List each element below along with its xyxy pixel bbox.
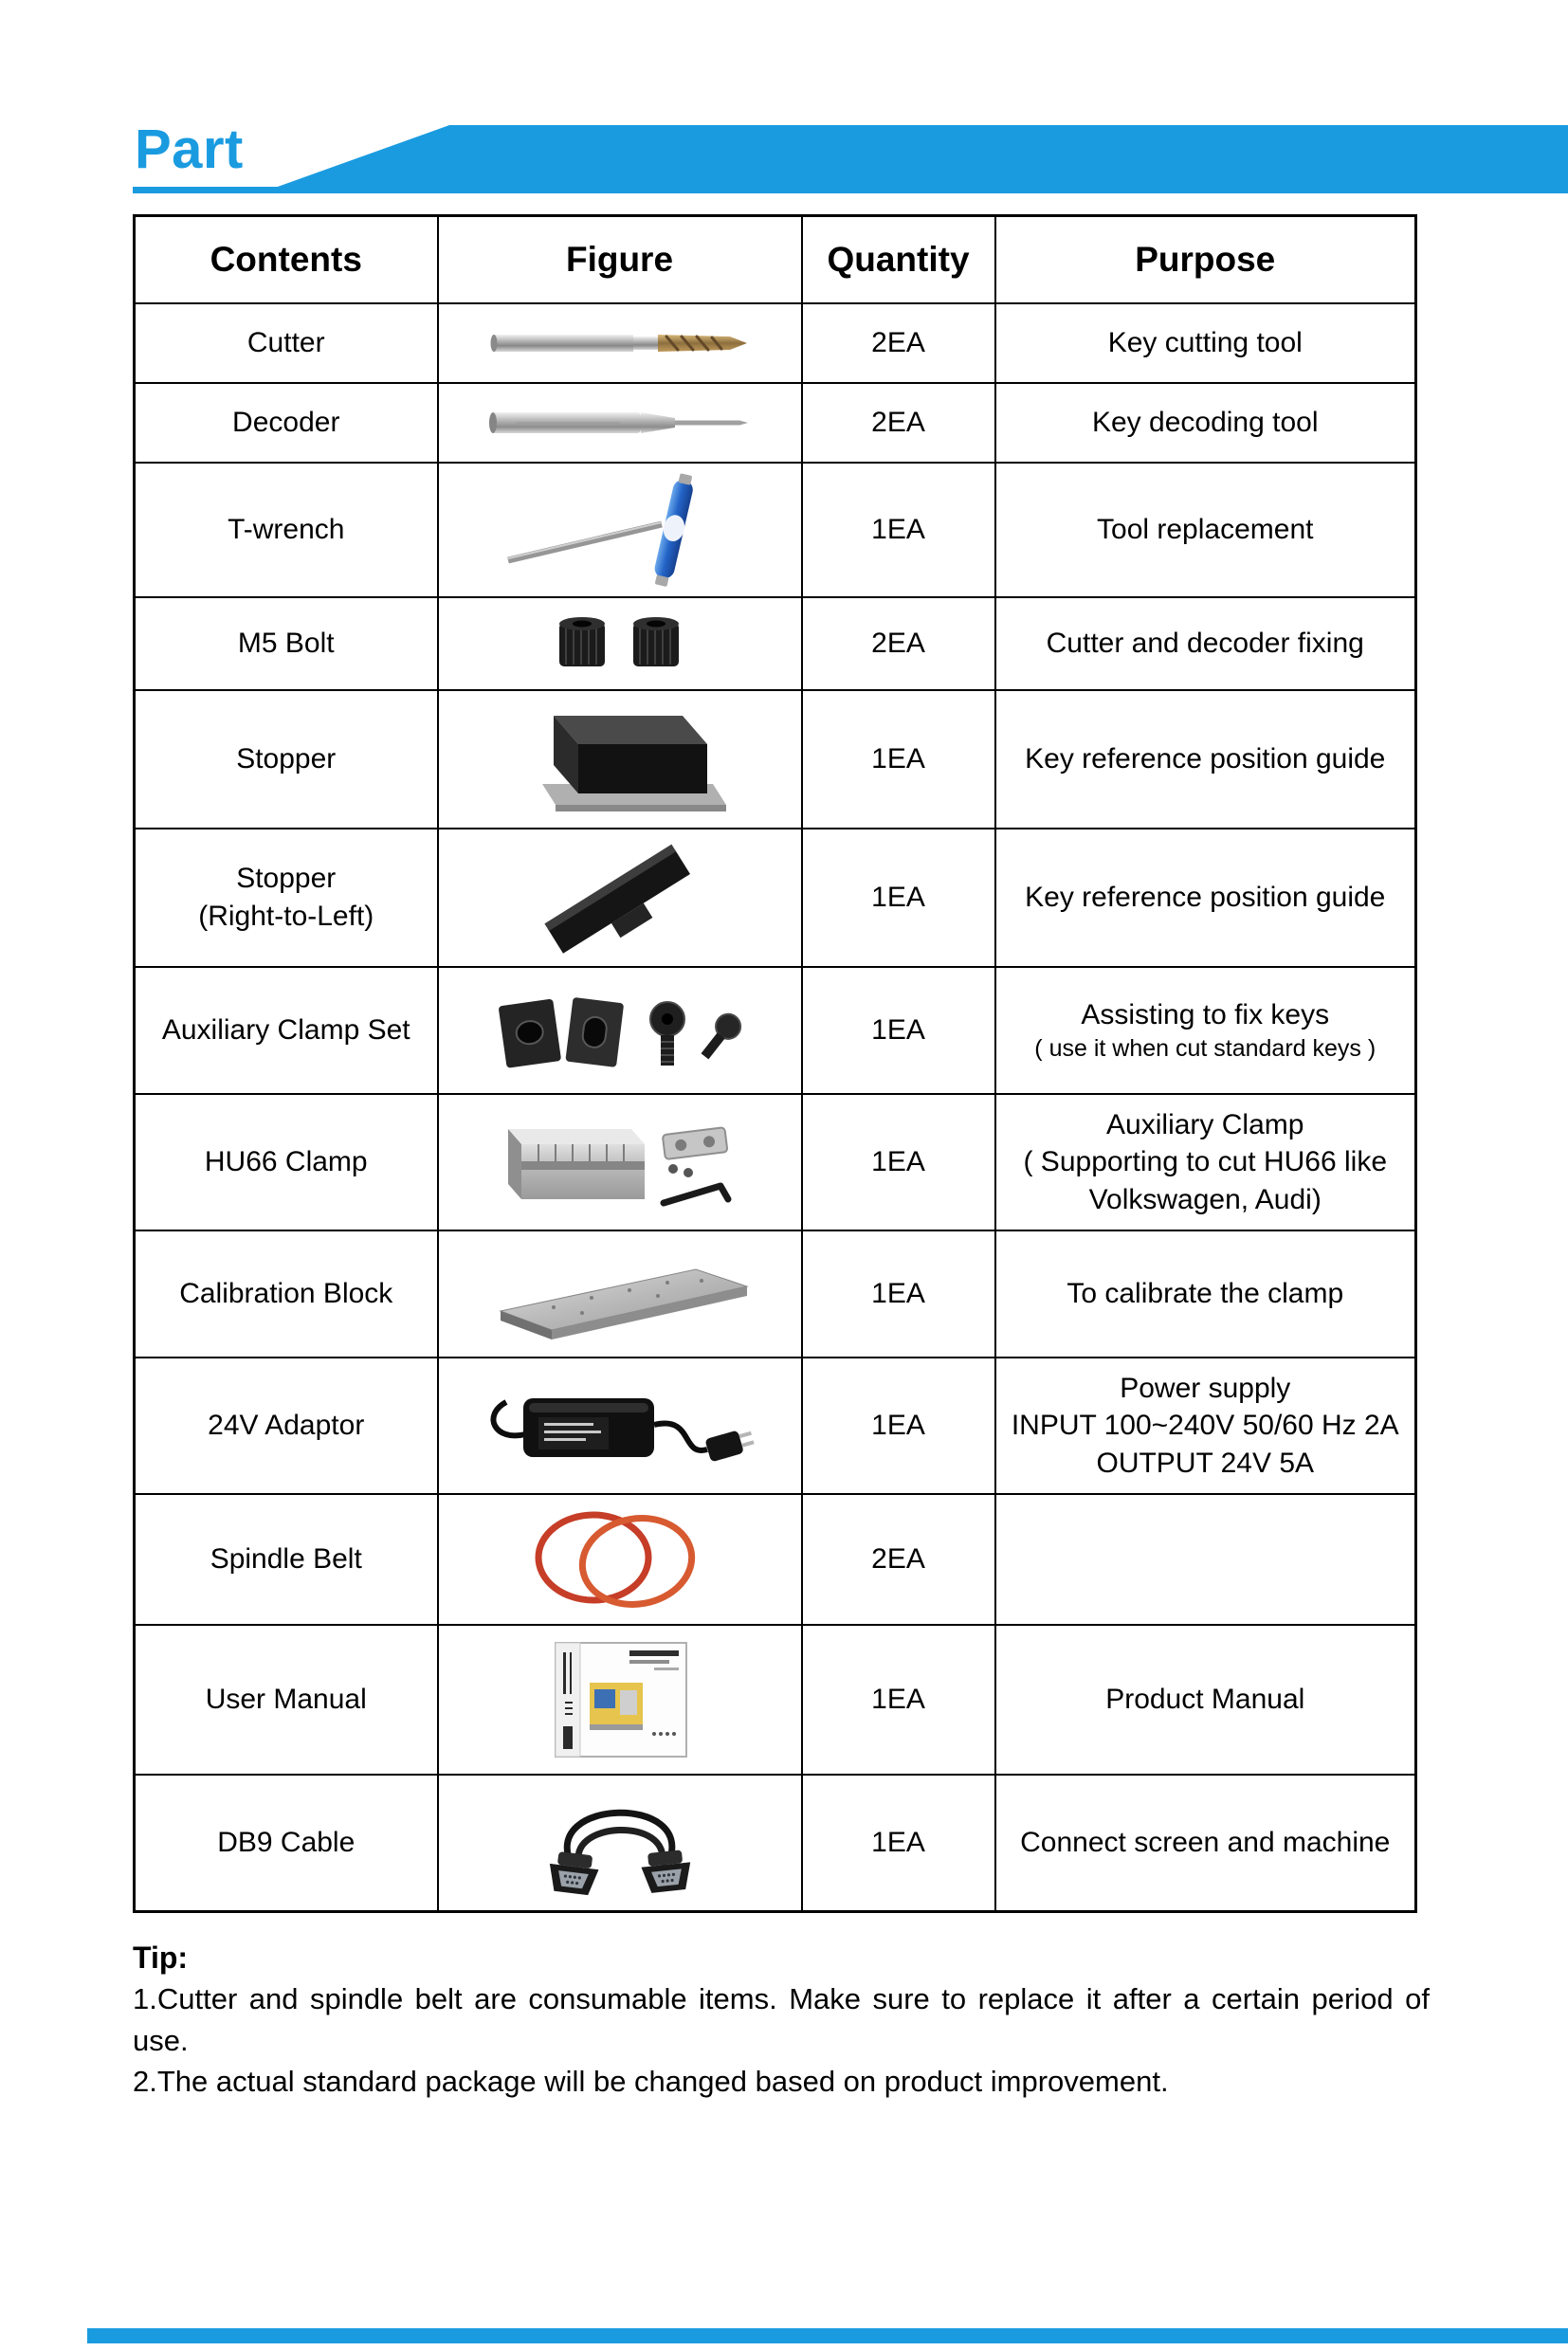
- quantity-text: 2EA: [871, 407, 925, 438]
- quantity-cell: [802, 1230, 995, 1358]
- tip-text: 1.Cutter and spindle belt are consumable items. Make sure to replace it after a certain period of use.: [133, 1982, 1430, 2057]
- contents-cell: [135, 690, 438, 829]
- tip-section: [133, 1938, 1430, 2102]
- quantity-cell: [802, 1494, 995, 1625]
- quantity-text: 2EA: [871, 1543, 925, 1575]
- purpose-cell: [995, 829, 1416, 967]
- page-content: [133, 214, 1430, 2102]
- quantity-cell: [802, 829, 995, 967]
- purpose-cell: [995, 463, 1416, 597]
- quantity-cell: [802, 1625, 995, 1775]
- table-row: [135, 303, 1416, 383]
- contents-cell: [135, 1230, 438, 1358]
- t-wrench-photo: [450, 473, 790, 587]
- table-row: [135, 597, 1416, 690]
- tip-title: Tip:: [133, 1941, 189, 1975]
- table-row: [135, 463, 1416, 597]
- purpose-text: Key reference position guide: [1025, 743, 1386, 775]
- quantity-cell: [802, 463, 995, 597]
- purpose-text: ( Supporting to cut HU66 like: [1023, 1146, 1388, 1178]
- purpose-cell: [995, 303, 1416, 383]
- quantity-cell: [802, 383, 995, 463]
- purpose-text: ( use it when cut standard keys ): [1034, 1035, 1377, 1063]
- header-swoosh: [275, 125, 1568, 188]
- col-header-quantity: Quantity: [802, 216, 995, 304]
- contents-text: M5 Bolt: [237, 627, 335, 659]
- purpose-text: Key cutting tool: [1107, 327, 1303, 359]
- purpose-text: Tool replacement: [1097, 514, 1314, 546]
- figure-cell: [438, 463, 802, 597]
- quantity-cell: [802, 1094, 995, 1230]
- purpose-text: INPUT 100~240V 50/60 Hz 2A: [1011, 1410, 1399, 1442]
- page-header: [133, 112, 1568, 193]
- purpose-text: Assisting to fix keys: [1081, 998, 1330, 1030]
- table-row: [135, 690, 1416, 829]
- col-header-purpose: Purpose: [995, 216, 1416, 304]
- figure-cell: [438, 597, 802, 690]
- contents-cell: [135, 1094, 438, 1230]
- figure-cell: [438, 1625, 802, 1775]
- figure-cell: [438, 1494, 802, 1625]
- quantity-text: 1EA: [871, 1410, 925, 1441]
- contents-cell: [135, 829, 438, 967]
- purpose-cell: [995, 690, 1416, 829]
- contents-text: Auxiliary Clamp Set: [161, 1013, 410, 1046]
- quantity-text: 1EA: [871, 1278, 925, 1309]
- purpose-text: Auxiliary Clamp: [1106, 1108, 1304, 1140]
- contents-text: Cutter: [246, 326, 325, 358]
- purpose-text: Volkswagen, Audi): [1088, 1183, 1322, 1215]
- aux-clamp-set-photo: [450, 977, 790, 1084]
- quantity-text: 1EA: [871, 1014, 925, 1046]
- table-row: [135, 1094, 1416, 1230]
- table-row: [135, 967, 1416, 1094]
- m5-bolt-photo: [450, 608, 790, 680]
- contents-cell: [135, 1358, 438, 1494]
- quantity-cell: [802, 967, 995, 1094]
- table-row: [135, 1230, 1416, 1358]
- figure-cell: [438, 1775, 802, 1912]
- contents-cell: [135, 303, 438, 383]
- header-underline: [133, 187, 1568, 193]
- purpose-cell: [995, 1358, 1416, 1494]
- purpose-cell: [995, 1230, 1416, 1358]
- parts-table: [133, 214, 1417, 1913]
- quantity-cell: [802, 303, 995, 383]
- contents-text: User Manual: [205, 1683, 367, 1715]
- cutter-photo: [450, 314, 790, 373]
- figure-cell: [438, 303, 802, 383]
- stopper-photo: [450, 701, 790, 818]
- figure-cell: [438, 829, 802, 967]
- contents-text: Spindle Belt: [210, 1542, 362, 1575]
- stopper-rtl-photo: [450, 839, 790, 957]
- quantity-text: 1EA: [871, 1684, 925, 1715]
- table-row: [135, 829, 1416, 967]
- tip-lines: [133, 1978, 1430, 2102]
- quantity-cell: [802, 1358, 995, 1494]
- table-row: [135, 383, 1416, 463]
- purpose-cell: [995, 1494, 1416, 1625]
- contents-text: Decoder: [232, 406, 340, 438]
- contents-text: Stopper: [236, 742, 337, 775]
- quantity-text: 2EA: [871, 628, 925, 659]
- figure-cell: [438, 383, 802, 463]
- table-row: [135, 1775, 1416, 1912]
- quantity-text: 1EA: [871, 1827, 925, 1858]
- contents-cell: [135, 1625, 438, 1775]
- figure-cell: [438, 1094, 802, 1230]
- quantity-text: 1EA: [871, 514, 925, 545]
- user-manual-photo: [450, 1635, 790, 1764]
- contents-text: HU66 Clamp: [204, 1145, 368, 1177]
- quantity-text: 1EA: [871, 882, 925, 913]
- purpose-text: Connect screen and machine: [1020, 1827, 1391, 1859]
- purpose-text: Power supply: [1120, 1372, 1291, 1404]
- purpose-cell: [995, 1094, 1416, 1230]
- tip-text: 2.The actual standard package will be changed based on product improvement.: [133, 2064, 1169, 2098]
- quantity-cell: [802, 1775, 995, 1912]
- purpose-text: Key reference position guide: [1025, 882, 1386, 914]
- table-row: [135, 1358, 1416, 1494]
- contents-text: 24V Adaptor: [208, 1409, 365, 1441]
- table-header-row: [135, 216, 1416, 304]
- quantity-text: 2EA: [871, 327, 925, 358]
- contents-text: (Right-to-Left): [198, 901, 374, 932]
- purpose-cell: [995, 383, 1416, 463]
- col-header-figure: Figure: [438, 216, 802, 304]
- quantity-cell: [802, 597, 995, 690]
- purpose-cell: [995, 1775, 1416, 1912]
- contents-cell: [135, 597, 438, 690]
- contents-text: DB9 Cable: [217, 1826, 356, 1858]
- table-row: [135, 1625, 1416, 1775]
- purpose-text: OUTPUT 24V 5A: [1096, 1447, 1315, 1479]
- contents-cell: [135, 967, 438, 1094]
- figure-cell: [438, 1230, 802, 1358]
- quantity-cell: [802, 690, 995, 829]
- 24v-adaptor-photo: [450, 1368, 790, 1484]
- quantity-text: 1EA: [871, 1146, 925, 1177]
- contents-text: Calibration Block: [179, 1277, 393, 1309]
- decoder-photo: [450, 393, 790, 452]
- purpose-cell: [995, 967, 1416, 1094]
- col-header-contents: Contents: [135, 216, 438, 304]
- purpose-cell: [995, 597, 1416, 690]
- footer-bar: [87, 2328, 1568, 2343]
- figure-cell: [438, 690, 802, 829]
- purpose-text: Key decoding tool: [1091, 407, 1319, 439]
- table-row: [135, 1494, 1416, 1625]
- purpose-text: Cutter and decoder fixing: [1046, 628, 1364, 660]
- contents-text: T-wrench: [228, 513, 345, 545]
- hu66-clamp-photo: [450, 1104, 790, 1220]
- db9-cable-photo: [450, 1785, 790, 1901]
- purpose-cell: [995, 1625, 1416, 1775]
- contents-cell: [135, 1775, 438, 1912]
- purpose-text: Product Manual: [1105, 1684, 1305, 1716]
- quantity-text: 1EA: [871, 743, 925, 775]
- page-title: Part: [135, 118, 244, 180]
- contents-cell: [135, 383, 438, 463]
- contents-cell: [135, 1494, 438, 1625]
- calibration-block-photo: [450, 1241, 790, 1347]
- purpose-text: To calibrate the clamp: [1067, 1278, 1344, 1310]
- contents-text: Stopper: [236, 862, 337, 894]
- figure-cell: [438, 967, 802, 1094]
- spindle-belt-photo: [450, 1504, 790, 1614]
- contents-cell: [135, 463, 438, 597]
- figure-cell: [438, 1358, 802, 1494]
